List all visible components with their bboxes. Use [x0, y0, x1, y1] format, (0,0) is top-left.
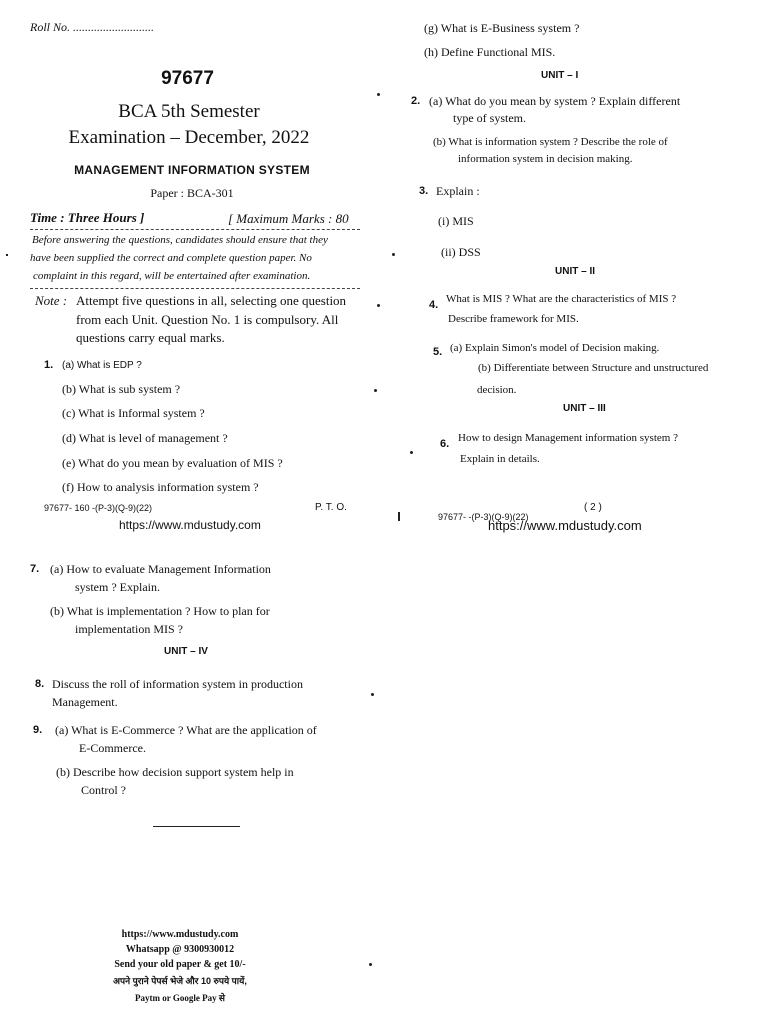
- question-2b-cont: information system in decision making.: [458, 153, 633, 165]
- question-number: 3.: [419, 185, 429, 197]
- question-2a: (a) What do you mean by system ? Explain different: [429, 94, 681, 108]
- paper-number: Paper : BCA-301: [150, 186, 234, 200]
- footer-code: 97677- 160 -(P-3)(Q-9)(22): [44, 503, 153, 513]
- question-2b: (b) What is information system ? Describe the role of: [433, 136, 668, 148]
- question-3ii: (ii) DSS: [441, 245, 481, 259]
- scan-speck: [377, 93, 380, 96]
- question-9a-cont: E-Commerce.: [79, 741, 146, 755]
- website-link[interactable]: https://www.mdustudy.com: [488, 518, 642, 533]
- question-2a-cont: type of system.: [453, 111, 526, 125]
- time-label: Time : Three Hours ]: [30, 210, 145, 225]
- question-number: 1.: [44, 359, 54, 371]
- unit-heading: UNIT – III: [563, 403, 606, 414]
- question-number: 8.: [35, 678, 45, 690]
- question-1d: (d) What is level of management ?: [62, 431, 228, 445]
- question-9b-cont: Control ?: [81, 783, 126, 797]
- question-number: 4.: [429, 299, 439, 311]
- question-7a-cont: system ? Explain.: [75, 580, 160, 594]
- question-6-cont: Explain in details.: [460, 453, 540, 465]
- question-5a: (a) Explain Simon's model of Decision making.: [450, 342, 660, 354]
- promo-payment: Paytm or Google Pay से: [135, 993, 225, 1003]
- question-3: Explain :: [436, 184, 480, 198]
- question-6: How to design Management information system ?: [458, 432, 678, 444]
- exam-title: Examination – December, 2022: [68, 127, 310, 148]
- scan-speck: [369, 963, 372, 966]
- divider: [30, 229, 360, 230]
- unit-heading: UNIT – IV: [164, 646, 208, 657]
- promo-whatsapp: Whatsapp @ 9300930012: [125, 944, 235, 955]
- roll-number-line: Roll No. ...........................: [30, 20, 155, 34]
- question-1a: (a) What is EDP ?: [62, 360, 142, 371]
- note-line-2: from each Unit. Question No. 1 is compulsory. All: [76, 312, 339, 327]
- course-title: BCA 5th Semester: [118, 101, 260, 122]
- question-9a: (a) What is E-Commerce ? What are the application of: [55, 723, 317, 737]
- question-5b-cont: decision.: [477, 384, 517, 396]
- paper-code: 97677: [161, 68, 214, 89]
- question-1g: (g) What is E-Business system ?: [424, 21, 580, 35]
- scan-speck: [392, 253, 395, 256]
- scan-speck: [6, 254, 8, 256]
- promo-offer-hindi: अपने पुराने पेपर्स भेजे और 10 रुपये पायें,: [113, 976, 247, 986]
- note-line-3: questions carry equal marks.: [76, 330, 225, 345]
- divider: [30, 288, 360, 289]
- question-8: Discuss the roll of information system in production: [52, 677, 303, 691]
- footer-code: 97677- -(P-3)(Q-9)(22): [438, 512, 529, 522]
- question-1h: (h) Define Functional MIS.: [424, 45, 556, 59]
- note-line-1: Attempt five questions in all, selecting one question: [76, 293, 347, 308]
- question-7a: (a) How to evaluate Management Information: [50, 562, 271, 576]
- website-link[interactable]: https://www.mdustudy.com: [119, 518, 261, 532]
- question-number: 6.: [440, 438, 450, 450]
- scan-speck: [377, 304, 380, 307]
- pto-label: P. T. O.: [315, 502, 347, 513]
- scan-speck: [371, 693, 374, 696]
- end-rule: [153, 826, 240, 827]
- question-7b-cont: implementation MIS ?: [75, 622, 183, 636]
- question-number: 9.: [33, 724, 43, 736]
- question-7b: (b) What is implementation ? How to plan for: [50, 604, 270, 618]
- note-label: Note :: [35, 293, 68, 308]
- instructions-line-1: Before answering the questions, candidates should ensure that they: [32, 234, 328, 246]
- subject-title: MANAGEMENT INFORMATION SYSTEM: [74, 163, 310, 177]
- instructions-line-3: complaint in this regard, will be entertained after examination.: [33, 270, 311, 282]
- scan-speck: [374, 389, 377, 392]
- promo-offer: Send your old paper & get 10/-: [114, 959, 246, 970]
- question-1b: (b) What is sub system ?: [62, 382, 181, 396]
- question-5b: (b) Differentiate between Structure and unstructured: [478, 362, 709, 374]
- question-3i: (i) MIS: [438, 214, 474, 228]
- scan-mark: [398, 512, 400, 521]
- unit-heading: UNIT – II: [555, 266, 596, 277]
- page-number: ( 2 ): [584, 502, 602, 513]
- unit-heading: UNIT – I: [541, 70, 579, 81]
- question-number: 5.: [433, 346, 443, 358]
- scan-speck: [410, 451, 413, 454]
- question-9b: (b) Describe how decision support system help in: [56, 765, 294, 779]
- question-number: 2.: [411, 95, 421, 107]
- question-1c: (c) What is Informal system ?: [62, 406, 205, 420]
- question-1f: (f) How to analysis information system ?: [62, 480, 259, 494]
- promo-website[interactable]: https://www.mdustudy.com: [121, 929, 239, 940]
- question-4: What is MIS ? What are the characteristics of MIS ?: [446, 293, 677, 305]
- max-marks-label: [ Maximum Marks : 80: [228, 211, 349, 226]
- question-1e: (e) What do you mean by evaluation of MIS ?: [62, 456, 283, 470]
- question-number: 7.: [30, 563, 40, 575]
- question-8-cont: Management.: [52, 695, 118, 709]
- instructions-line-2: have been supplied the correct and complete question paper. No: [30, 252, 312, 264]
- question-4-cont: Describe framework for MIS.: [448, 313, 579, 325]
